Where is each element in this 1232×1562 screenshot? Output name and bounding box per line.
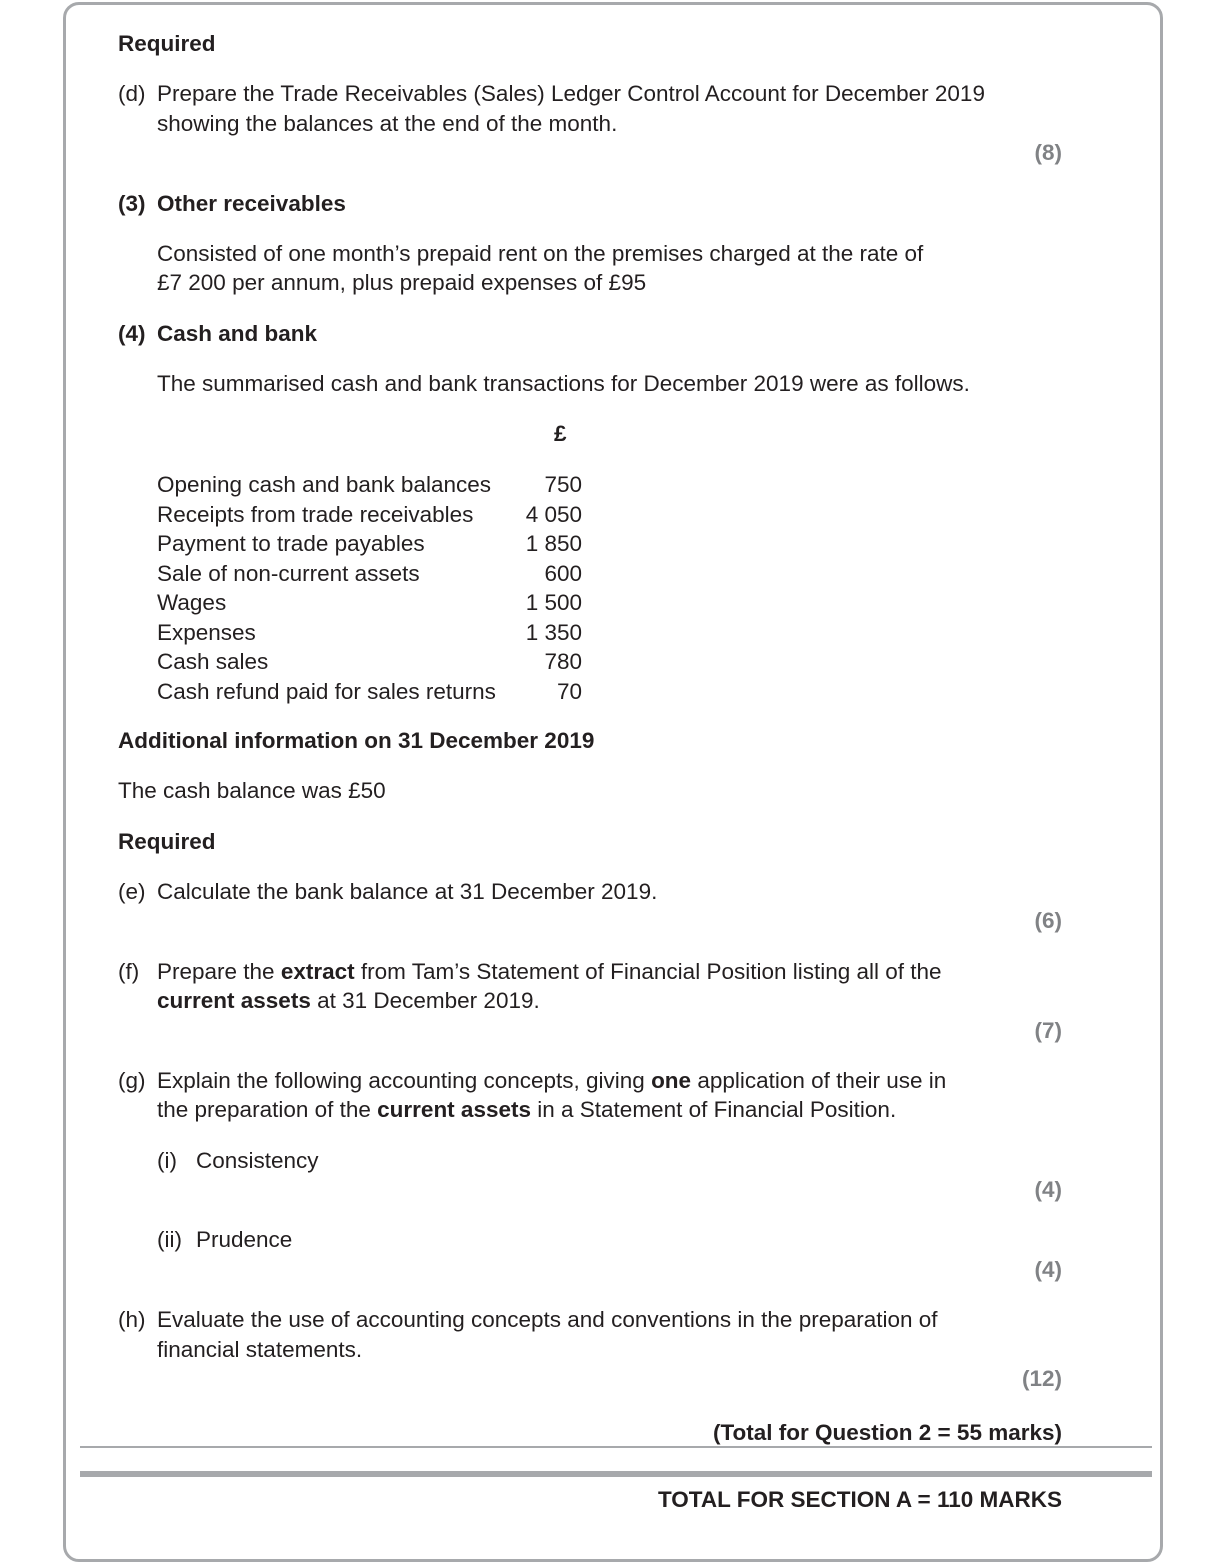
additional-info-text: The cash balance was £50: [118, 778, 386, 803]
question-g-i-text: Consistency: [196, 1148, 319, 1173]
question-f-label: (f): [118, 959, 140, 984]
question-f-line2: current assets at 31 December 2019.: [157, 988, 540, 1013]
row-description: Opening cash and bank balances: [157, 472, 491, 497]
cash-bank-table: [157, 470, 582, 706]
section-3-title: Other receivables: [157, 191, 346, 216]
question-g-line1: Explain the following accounting concepts, giving one application of their use in: [157, 1068, 947, 1093]
row-value: 4 050: [525, 501, 582, 527]
table-row: [157, 470, 582, 500]
table-row: [157, 618, 582, 648]
question-g-ii-text: Prudence: [196, 1227, 293, 1252]
question-h-marks: (12): [1021, 1366, 1062, 1391]
question-g-i-label: (i): [157, 1148, 177, 1173]
table-row: [157, 588, 582, 618]
question-h-label: (h): [118, 1307, 146, 1332]
question-g-label: (g): [118, 1068, 146, 1093]
row-value: 750: [544, 472, 582, 497]
table-row: [157, 529, 582, 559]
row-value: 780: [544, 649, 582, 674]
question-g-i-marks: (4): [1034, 1177, 1062, 1202]
row-value: 1 500: [525, 590, 582, 615]
row-value: 70: [556, 678, 582, 704]
row-description: Payment to trade payables: [157, 531, 425, 556]
divider-thick: [80, 1471, 1152, 1477]
question-e-marks: (6): [1034, 908, 1062, 933]
table-row: [157, 500, 582, 530]
section-4-intro: The summarised cash and bank transactions for December 2019 were as follows.: [157, 371, 970, 396]
row-value: 600: [544, 560, 582, 586]
divider-thin: [80, 1446, 1152, 1448]
question-e-line1: Calculate the bank balance at 31 December 2019.: [157, 879, 658, 904]
question-d-line1: Prepare the Trade Receivables (Sales) Ledger Control Account for December 2019: [157, 81, 985, 106]
table-row: [157, 677, 582, 707]
question-g-line2: the preparation of the current assets in a Statement of Financial Position.: [157, 1097, 897, 1122]
row-description: Cash refund paid for sales returns: [157, 678, 496, 704]
row-value: 1 850: [525, 531, 582, 556]
section-3-label: (3): [118, 191, 146, 216]
question-d-label: (d): [118, 81, 146, 106]
row-description: Wages: [157, 590, 227, 615]
required-heading-2: Required: [118, 829, 216, 854]
question-e-label: (e): [118, 879, 146, 904]
row-description: Expenses: [157, 619, 256, 645]
question-g-ii-label: (ii): [157, 1227, 182, 1252]
table-row: [157, 647, 582, 677]
section-4-label: (4): [118, 321, 146, 346]
row-description: Sale of non-current assets: [157, 560, 420, 586]
row-description: Cash sales: [157, 649, 269, 674]
row-description: Receipts from trade receivables: [157, 501, 474, 527]
table-row: [157, 559, 582, 589]
currency-header: £: [554, 421, 567, 446]
question-h-line1: Evaluate the use of accounting concepts and conventions in the preparation of: [157, 1307, 938, 1332]
section-3-line1: Consisted of one month’s prepaid rent on the premises charged at the rate of: [157, 241, 924, 266]
row-value: 1 350: [525, 619, 582, 645]
total-for-question: (Total for Question 2 = 55 marks): [712, 1420, 1062, 1445]
required-heading: Required: [118, 31, 216, 56]
section-4-title: Cash and bank: [157, 321, 318, 346]
additional-info-heading: Additional information on 31 December 2019: [118, 728, 595, 753]
question-f-line1: Prepare the extract from Tam’s Statement of Financial Position listing all of the: [157, 959, 942, 984]
question-h-line2: financial statements.: [157, 1337, 363, 1362]
question-d-marks: (8): [1034, 140, 1062, 165]
section-3-line2: £7 200 per annum, plus prepaid expenses of £95: [157, 270, 647, 295]
question-f-marks: (7): [1034, 1018, 1062, 1043]
total-for-section: TOTAL FOR SECTION A = 110 MARKS: [657, 1487, 1062, 1512]
question-g-ii-marks: (4): [1034, 1257, 1062, 1282]
question-d-line2: showing the balances at the end of the month.: [157, 111, 618, 136]
